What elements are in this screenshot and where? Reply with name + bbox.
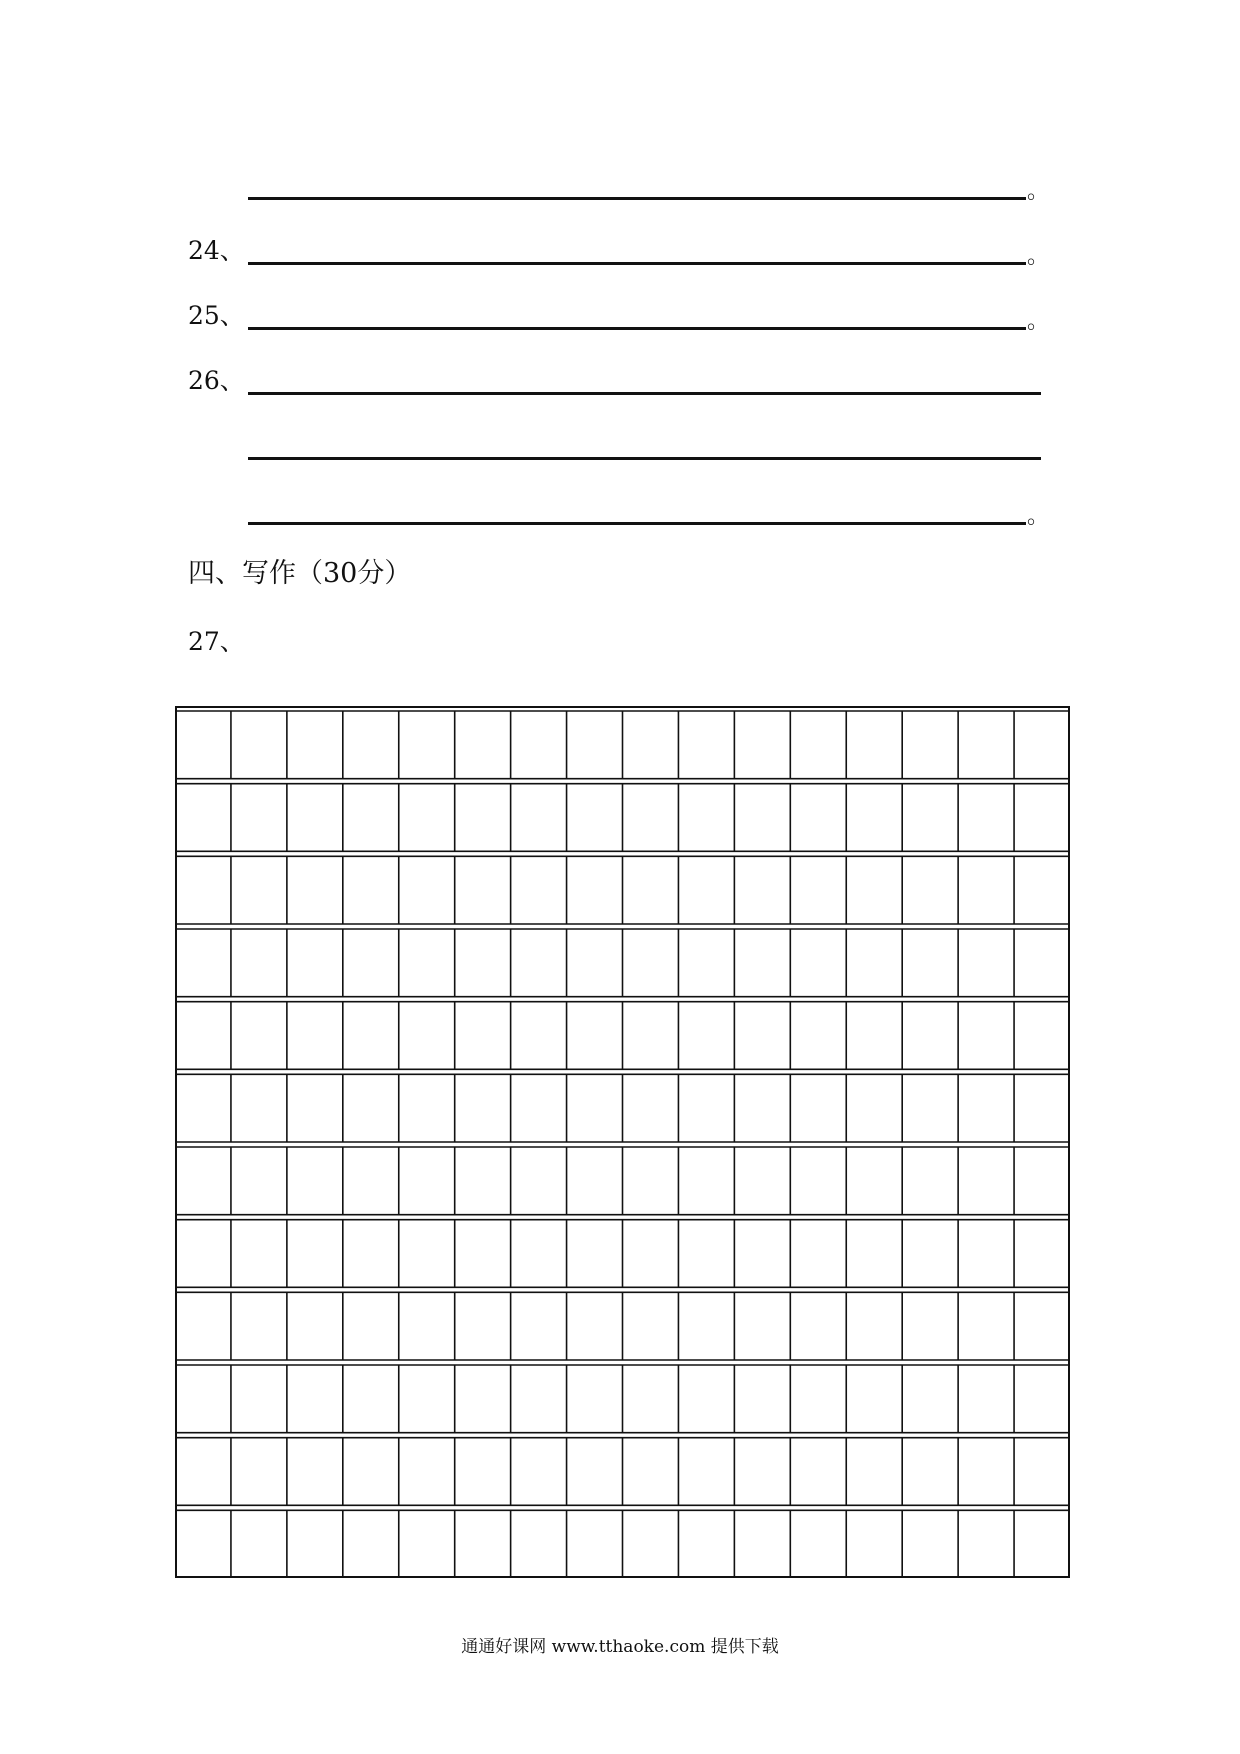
grid-cell[interactable] xyxy=(567,1074,623,1142)
grid-cell[interactable] xyxy=(678,1438,734,1506)
grid-cell[interactable] xyxy=(1014,856,1070,924)
grid-cell[interactable] xyxy=(790,1220,846,1288)
grid-cell[interactable] xyxy=(567,1220,623,1288)
grid-cell[interactable] xyxy=(287,1292,343,1360)
grid-cell[interactable] xyxy=(902,856,958,924)
grid-cell[interactable] xyxy=(846,784,902,852)
grid-cell[interactable] xyxy=(399,1147,455,1215)
grid-cell[interactable] xyxy=(343,1292,399,1360)
grid-cell[interactable] xyxy=(623,1510,679,1578)
grid-cell[interactable] xyxy=(287,1002,343,1070)
grid-cell[interactable] xyxy=(511,929,567,997)
grid-cell[interactable] xyxy=(287,1365,343,1433)
grid-cell[interactable] xyxy=(846,1365,902,1433)
grid-cell[interactable] xyxy=(678,784,734,852)
question-24-label: 24、 xyxy=(188,236,245,265)
grid-cell[interactable] xyxy=(1014,1365,1070,1433)
question-25-label: 25、 xyxy=(188,301,245,330)
grid-cell[interactable] xyxy=(399,1220,455,1288)
grid-cell[interactable] xyxy=(399,929,455,997)
grid-cell[interactable] xyxy=(511,784,567,852)
grid-cell[interactable] xyxy=(734,1002,790,1070)
answer-line-q26-3[interactable] xyxy=(248,522,1026,525)
writing-grid-svg xyxy=(175,706,1070,1578)
grid-cell[interactable] xyxy=(902,1510,958,1578)
grid-cell[interactable] xyxy=(678,1147,734,1215)
grid-cell[interactable] xyxy=(231,929,287,997)
grid-cell[interactable] xyxy=(623,1438,679,1506)
grid-cell[interactable] xyxy=(790,1002,846,1070)
footer-source-text: 通通好课网 www.tthaoke.com 提供下载 xyxy=(461,1637,779,1657)
grid-cell[interactable] xyxy=(846,1438,902,1506)
grid-cell[interactable] xyxy=(175,1510,231,1578)
grid-cell[interactable] xyxy=(678,856,734,924)
grid-cell[interactable] xyxy=(399,1438,455,1506)
grid-cell[interactable] xyxy=(790,929,846,997)
grid-cell[interactable] xyxy=(902,929,958,997)
grid-cell[interactable] xyxy=(902,1438,958,1506)
question-27-label: 27、 xyxy=(188,627,245,656)
grid-cell[interactable] xyxy=(511,1292,567,1360)
grid-cell[interactable] xyxy=(567,856,623,924)
grid-cell[interactable] xyxy=(455,1002,511,1070)
grid-cell[interactable] xyxy=(343,1147,399,1215)
grid-cell[interactable] xyxy=(511,1074,567,1142)
grid-cell[interactable] xyxy=(343,1510,399,1578)
grid-cell[interactable] xyxy=(1014,711,1070,779)
grid-cell[interactable] xyxy=(567,1365,623,1433)
grid-cell[interactable] xyxy=(958,1292,1014,1360)
grid-cell[interactable] xyxy=(343,1074,399,1142)
grid-cell[interactable] xyxy=(734,1074,790,1142)
grid-cell[interactable] xyxy=(678,1074,734,1142)
grid-cell[interactable] xyxy=(175,1292,231,1360)
grid-cell[interactable] xyxy=(399,1365,455,1433)
grid-cell[interactable] xyxy=(231,1147,287,1215)
grid-cell[interactable] xyxy=(734,784,790,852)
grid-cell[interactable] xyxy=(678,1002,734,1070)
grid-cell[interactable] xyxy=(287,856,343,924)
grid-cell[interactable] xyxy=(455,856,511,924)
grid-cell[interactable] xyxy=(511,1510,567,1578)
grid-cell[interactable] xyxy=(343,784,399,852)
grid-cell[interactable] xyxy=(846,929,902,997)
grid-cell[interactable] xyxy=(902,711,958,779)
grid-cell[interactable] xyxy=(790,784,846,852)
period-q26: 。 xyxy=(1027,504,1050,529)
grid-cell[interactable] xyxy=(567,1510,623,1578)
grid-cell[interactable] xyxy=(231,784,287,852)
grid-cell[interactable] xyxy=(734,856,790,924)
grid-cell[interactable] xyxy=(511,1147,567,1215)
grid-cell[interactable] xyxy=(1014,1147,1070,1215)
grid-cell[interactable] xyxy=(902,1147,958,1215)
grid-cell[interactable] xyxy=(287,1438,343,1506)
period-q25: 。 xyxy=(1027,309,1050,334)
grid-cell[interactable] xyxy=(958,784,1014,852)
grid-cell[interactable] xyxy=(958,1510,1014,1578)
grid-cell[interactable] xyxy=(1014,1510,1070,1578)
grid-cell[interactable] xyxy=(343,1365,399,1433)
grid-cell[interactable] xyxy=(623,784,679,852)
grid-cell[interactable] xyxy=(175,1002,231,1070)
grid-cell[interactable] xyxy=(790,1147,846,1215)
answer-line-q26-2[interactable] xyxy=(248,457,1041,460)
grid-cell[interactable] xyxy=(623,1002,679,1070)
grid-cell[interactable] xyxy=(734,1510,790,1578)
grid-cell[interactable] xyxy=(902,1365,958,1433)
grid-cell[interactable] xyxy=(734,1292,790,1360)
grid-cell[interactable] xyxy=(623,856,679,924)
grid-cell[interactable] xyxy=(175,1220,231,1288)
grid-cell[interactable] xyxy=(902,784,958,852)
grid-cell[interactable] xyxy=(790,711,846,779)
grid-cell[interactable] xyxy=(567,1438,623,1506)
grid-cell[interactable] xyxy=(734,929,790,997)
period-q23: 。 xyxy=(1027,179,1050,204)
grid-cell[interactable] xyxy=(902,1002,958,1070)
grid-cell[interactable] xyxy=(567,929,623,997)
grid-cell[interactable] xyxy=(399,1074,455,1142)
grid-cell[interactable] xyxy=(231,1220,287,1288)
grid-cell[interactable] xyxy=(1014,1438,1070,1506)
grid-cell[interactable] xyxy=(511,1220,567,1288)
grid-cell[interactable] xyxy=(455,929,511,997)
grid-cell[interactable] xyxy=(902,1292,958,1360)
grid-cell[interactable] xyxy=(287,1220,343,1288)
grid-cell[interactable] xyxy=(678,711,734,779)
grid-cell[interactable] xyxy=(231,1438,287,1506)
grid-cell[interactable] xyxy=(734,1365,790,1433)
grid-cell[interactable] xyxy=(455,1365,511,1433)
grid-cell[interactable] xyxy=(175,1438,231,1506)
grid-cell[interactable] xyxy=(958,711,1014,779)
grid-cell[interactable] xyxy=(343,711,399,779)
grid-cell[interactable] xyxy=(678,1220,734,1288)
answer-line-q24[interactable] xyxy=(248,262,1026,265)
grid-cell[interactable] xyxy=(343,929,399,997)
grid-cell[interactable] xyxy=(231,1002,287,1070)
composition-writing-grid[interactable] xyxy=(175,706,1070,1578)
grid-cell[interactable] xyxy=(790,1438,846,1506)
grid-cell[interactable] xyxy=(175,1365,231,1433)
grid-cell[interactable] xyxy=(343,1438,399,1506)
grid-cell[interactable] xyxy=(958,1365,1014,1433)
grid-cell[interactable] xyxy=(623,1074,679,1142)
grid-cell[interactable] xyxy=(175,1147,231,1215)
grid-cell[interactable] xyxy=(790,1292,846,1360)
grid-cell[interactable] xyxy=(343,1002,399,1070)
grid-cell[interactable] xyxy=(455,1438,511,1506)
grid-cell[interactable] xyxy=(1014,1074,1070,1142)
grid-cell[interactable] xyxy=(678,1510,734,1578)
grid-cell[interactable] xyxy=(399,1292,455,1360)
grid-cell[interactable] xyxy=(1014,929,1070,997)
answer-line-q25[interactable] xyxy=(248,327,1026,330)
grid-cell[interactable] xyxy=(790,1365,846,1433)
grid-cell[interactable] xyxy=(455,1147,511,1215)
grid-cell[interactable] xyxy=(623,1292,679,1360)
grid-cell[interactable] xyxy=(790,1074,846,1142)
grid-cell[interactable] xyxy=(231,1365,287,1433)
grid-cell[interactable] xyxy=(287,929,343,997)
grid-cell[interactable] xyxy=(455,784,511,852)
grid-cell[interactable] xyxy=(175,1074,231,1142)
grid-cell[interactable] xyxy=(846,856,902,924)
grid-cell[interactable] xyxy=(1014,784,1070,852)
grid-cell[interactable] xyxy=(678,929,734,997)
grid-cell[interactable] xyxy=(846,1074,902,1142)
grid-cell[interactable] xyxy=(399,784,455,852)
grid-cell[interactable] xyxy=(1014,1002,1070,1070)
grid-cell[interactable] xyxy=(455,711,511,779)
grid-cell[interactable] xyxy=(399,711,455,779)
grid-cell[interactable] xyxy=(958,1074,1014,1142)
grid-cell[interactable] xyxy=(399,1002,455,1070)
grid-cell[interactable] xyxy=(846,711,902,779)
grid-cell[interactable] xyxy=(343,856,399,924)
grid-cell[interactable] xyxy=(790,856,846,924)
grid-cell[interactable] xyxy=(623,1365,679,1433)
grid-cell[interactable] xyxy=(958,1002,1014,1070)
grid-cell[interactable] xyxy=(623,929,679,997)
grid-cell[interactable] xyxy=(511,1002,567,1070)
grid-cell[interactable] xyxy=(343,1220,399,1288)
grid-cell[interactable] xyxy=(623,1147,679,1215)
grid-cell[interactable] xyxy=(175,711,231,779)
grid-cell[interactable] xyxy=(567,1147,623,1215)
grid-cell[interactable] xyxy=(846,1510,902,1578)
grid-cell[interactable] xyxy=(790,1510,846,1578)
grid-cell[interactable] xyxy=(287,1074,343,1142)
question-26-label: 26、 xyxy=(188,366,245,395)
grid-cell[interactable] xyxy=(846,1220,902,1288)
grid-cell[interactable] xyxy=(623,1220,679,1288)
grid-cell[interactable] xyxy=(846,1002,902,1070)
grid-cell[interactable] xyxy=(623,711,679,779)
period-q24: 。 xyxy=(1027,244,1050,269)
grid-cell[interactable] xyxy=(399,856,455,924)
grid-cell[interactable] xyxy=(1014,1292,1070,1360)
grid-cell[interactable] xyxy=(734,711,790,779)
grid-cell[interactable] xyxy=(734,1147,790,1215)
grid-cell[interactable] xyxy=(958,1438,1014,1506)
grid-cell[interactable] xyxy=(287,1510,343,1578)
grid-cell[interactable] xyxy=(455,1220,511,1288)
grid-cell[interactable] xyxy=(567,784,623,852)
grid-cell[interactable] xyxy=(231,1074,287,1142)
grid-cell[interactable] xyxy=(287,1147,343,1215)
grid-cell[interactable] xyxy=(511,711,567,779)
grid-cell[interactable] xyxy=(567,711,623,779)
grid-cell[interactable] xyxy=(287,784,343,852)
grid-cell[interactable] xyxy=(734,1220,790,1288)
grid-cell[interactable] xyxy=(734,1438,790,1506)
grid-cell[interactable] xyxy=(455,1510,511,1578)
grid-cell[interactable] xyxy=(678,1365,734,1433)
grid-cell[interactable] xyxy=(902,1220,958,1288)
grid-cell[interactable] xyxy=(511,1365,567,1433)
section-4-heading: 四、写作（30分） xyxy=(188,558,412,589)
answer-line-q26-1[interactable] xyxy=(248,392,1041,395)
answer-line-q23-cont[interactable] xyxy=(248,197,1026,200)
grid-cell[interactable] xyxy=(175,784,231,852)
grid-cell[interactable] xyxy=(511,1438,567,1506)
grid-cell[interactable] xyxy=(902,1074,958,1142)
grid-cell[interactable] xyxy=(455,1292,511,1360)
grid-cell[interactable] xyxy=(958,929,1014,997)
grid-cell[interactable] xyxy=(511,856,567,924)
grid-cell[interactable] xyxy=(1014,1220,1070,1288)
grid-cell[interactable] xyxy=(567,1292,623,1360)
grid-cell[interactable] xyxy=(678,1292,734,1360)
grid-cell[interactable] xyxy=(231,711,287,779)
grid-cell[interactable] xyxy=(287,711,343,779)
grid-cell[interactable] xyxy=(399,1510,455,1578)
grid-cell[interactable] xyxy=(958,856,1014,924)
grid-cell[interactable] xyxy=(846,1292,902,1360)
grid-cell[interactable] xyxy=(231,1292,287,1360)
grid-cell[interactable] xyxy=(175,929,231,997)
grid-cell[interactable] xyxy=(175,856,231,924)
grid-cell[interactable] xyxy=(231,1510,287,1578)
grid-cell[interactable] xyxy=(455,1074,511,1142)
grid-cell[interactable] xyxy=(846,1147,902,1215)
grid-cell[interactable] xyxy=(958,1147,1014,1215)
grid-cell[interactable] xyxy=(567,1002,623,1070)
grid-cell[interactable] xyxy=(231,856,287,924)
grid-cell[interactable] xyxy=(958,1220,1014,1288)
